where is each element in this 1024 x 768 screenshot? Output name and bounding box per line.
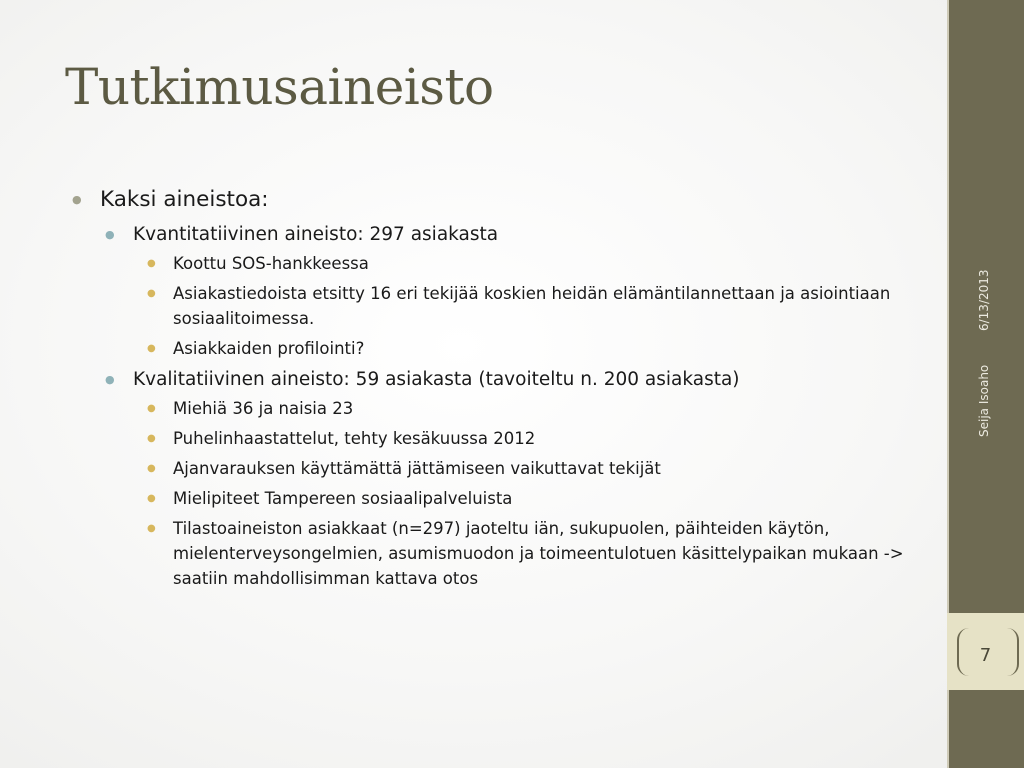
- page-number: 7: [979, 645, 992, 666]
- list-item: [105, 219, 932, 361]
- slide-date: 6/13/2013: [977, 269, 991, 331]
- bullet-text: Ajanvarauksen käyttämättä jättämiseen vaikuttavat tekijät: [173, 459, 661, 478]
- list-item: [147, 426, 932, 451]
- bullet-icon: ●: [147, 433, 156, 444]
- bullet-text: Kaksi aineistoa:: [100, 187, 269, 212]
- list-item: [147, 336, 932, 361]
- sub-sub-list: [147, 396, 932, 591]
- slide-title: Tutkimusaineisto: [65, 58, 494, 116]
- bullet-text: Kvalitatiivinen aineisto: 59 asiakasta (tavoiteltu n. 200 asiakasta): [133, 369, 740, 390]
- bullet-icon: ●: [147, 523, 156, 534]
- slide-content: [72, 183, 932, 594]
- bullet-icon: ●: [147, 258, 156, 269]
- bullet-text: Asiakastiedoista etsitty 16 eri tekijää koskien heidän elämäntilannettaan ja asiointiaan sosiaalitoimessa.: [173, 284, 891, 328]
- list-item: [147, 396, 932, 421]
- sub-sub-list: [147, 251, 932, 361]
- list-item: [147, 281, 932, 331]
- bullet-list: [72, 183, 932, 591]
- bullet-text: Tilastoaineiston asiakkaat (n=297) jaoteltu iän, sukupuolen, päihteiden käytön, mielenterveysongelmien, asumismuodon ja toimeentulotuen käsittelypaikan mukaan -> saatiin mahdollisimman kattava otos: [173, 519, 904, 588]
- slide-author: Seija Isoaho: [977, 364, 991, 437]
- list-item: [147, 456, 932, 481]
- bullet-icon: ●: [147, 493, 156, 504]
- bullet-icon: ●: [72, 193, 82, 206]
- list-item: [147, 486, 932, 511]
- sub-list: [105, 219, 932, 591]
- bullet-text: Asiakkaiden profilointi?: [173, 339, 365, 358]
- bullet-text: Puhelinhaastattelut, tehty kesäkuussa 2012: [173, 429, 536, 448]
- bullet-text: Kvantitatiivinen aineisto: 297 asiakasta: [133, 224, 499, 245]
- bullet-text: Koottu SOS-hankkeessa: [173, 254, 369, 273]
- bullet-icon: ●: [105, 228, 115, 241]
- list-item: [72, 183, 932, 591]
- bullet-text: Mielipiteet Tampereen sosiaalipalveluista: [173, 489, 513, 508]
- list-item: [147, 251, 932, 276]
- list-item: [105, 364, 932, 591]
- list-item: [147, 516, 932, 591]
- bullet-icon: ●: [105, 373, 115, 386]
- bullet-icon: ●: [147, 403, 156, 414]
- bullet-text: Miehiä 36 ja naisia 23: [173, 399, 354, 418]
- bullet-icon: ●: [147, 343, 156, 354]
- bullet-icon: ●: [147, 463, 156, 474]
- bullet-icon: ●: [147, 288, 156, 299]
